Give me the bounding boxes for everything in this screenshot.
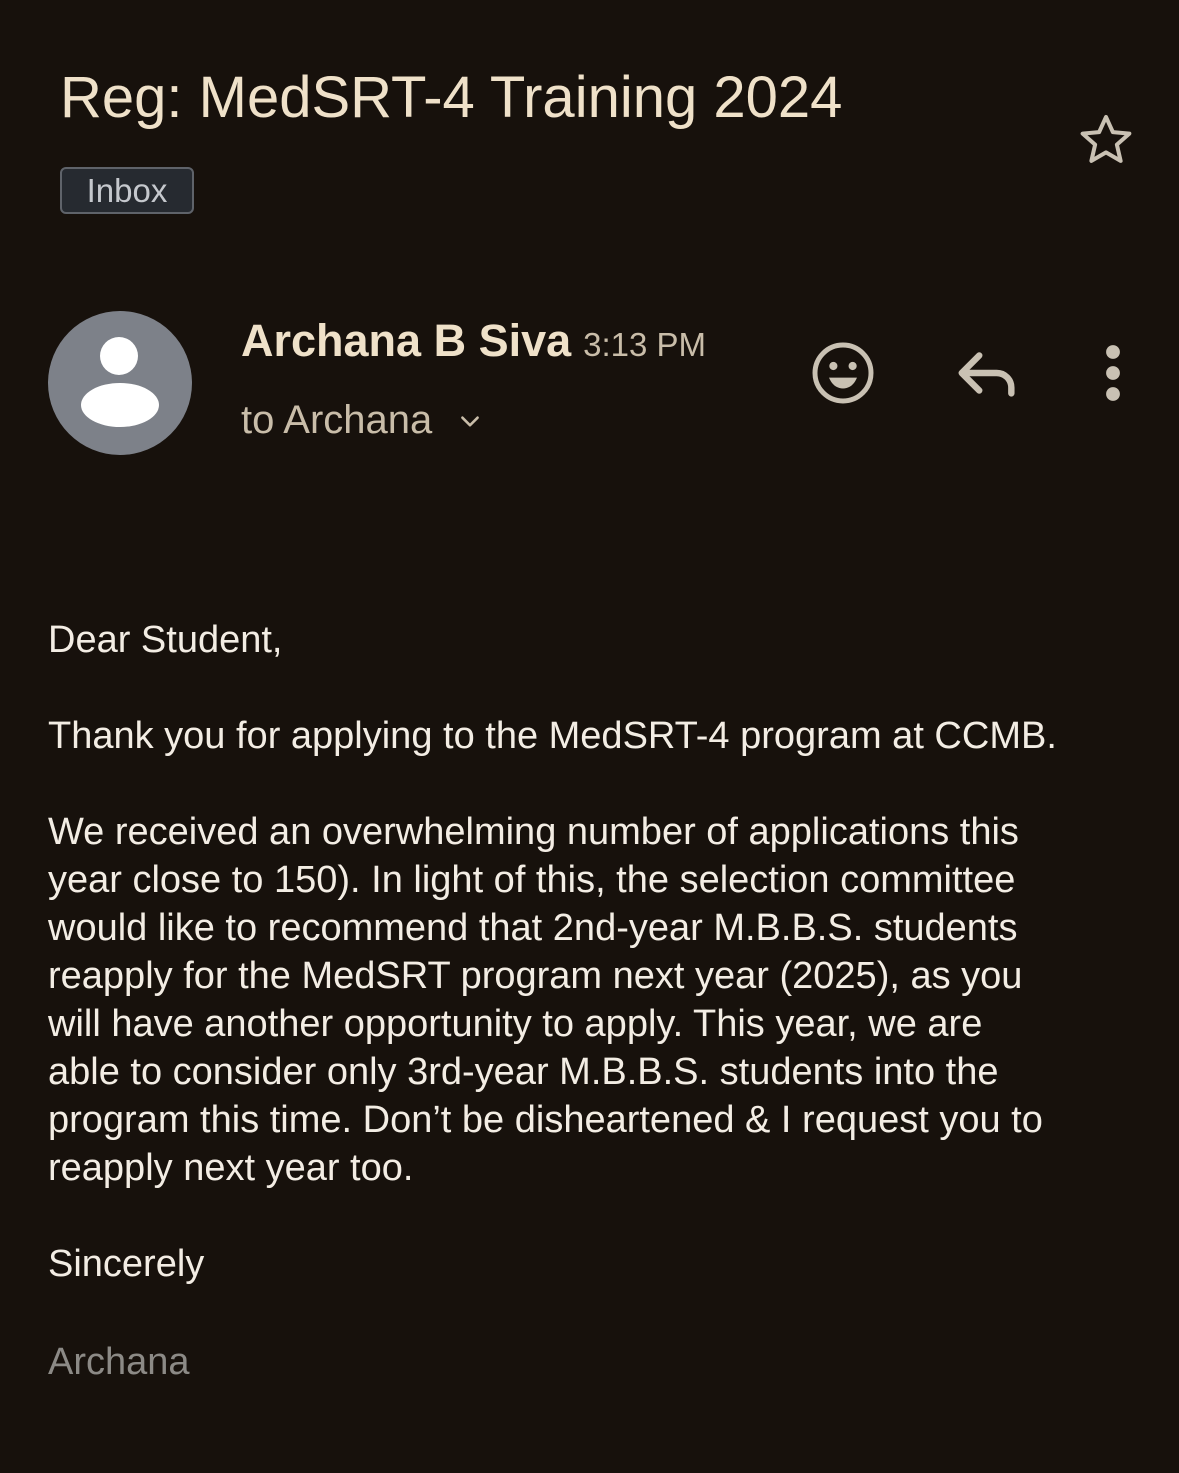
person-icon-head [100,337,138,375]
received-time: 3:13 PM [583,326,707,363]
reply-icon[interactable] [953,343,1023,403]
recipient-text: to Archana [241,398,433,442]
sender-name[interactable]: Archana B Siva [241,315,572,366]
emoji-icon[interactable] [808,338,878,408]
person-icon-body [81,383,159,427]
closing: Sincerely [48,1243,205,1285]
sender-line [241,314,706,368]
chevron-down-icon [457,409,483,435]
sender-avatar[interactable] [48,311,192,455]
inbox-label-chip[interactable]: Inbox [60,167,194,214]
more-vert-icon[interactable] [1092,343,1134,403]
email-body [48,616,1138,1336]
recipient-toggle[interactable] [241,395,483,445]
signature: Archana [48,1341,190,1383]
body-paragraph-1: Thank you for applying to the MedSRT-4 program at CCMB. [48,715,1057,757]
greeting: Dear Student, [48,619,283,661]
email-subject: Reg: MedSRT-4 Training 2024 [60,65,843,130]
body-paragraph-2: We received an overwhelming number of applications this year close to 150). In light of this, the selection committee would like to recommend that 2nd-year M.B.B.S. students reapply for the MedSRT program next year (2025), as you will have another opportunity to apply. This year, we are able to consider only 3rd-year M.B.B.S. students into the program this time. Don’t be disheartened & I request you to reapply next year too. [48,811,1043,1189]
star-icon[interactable] [1076,110,1136,170]
